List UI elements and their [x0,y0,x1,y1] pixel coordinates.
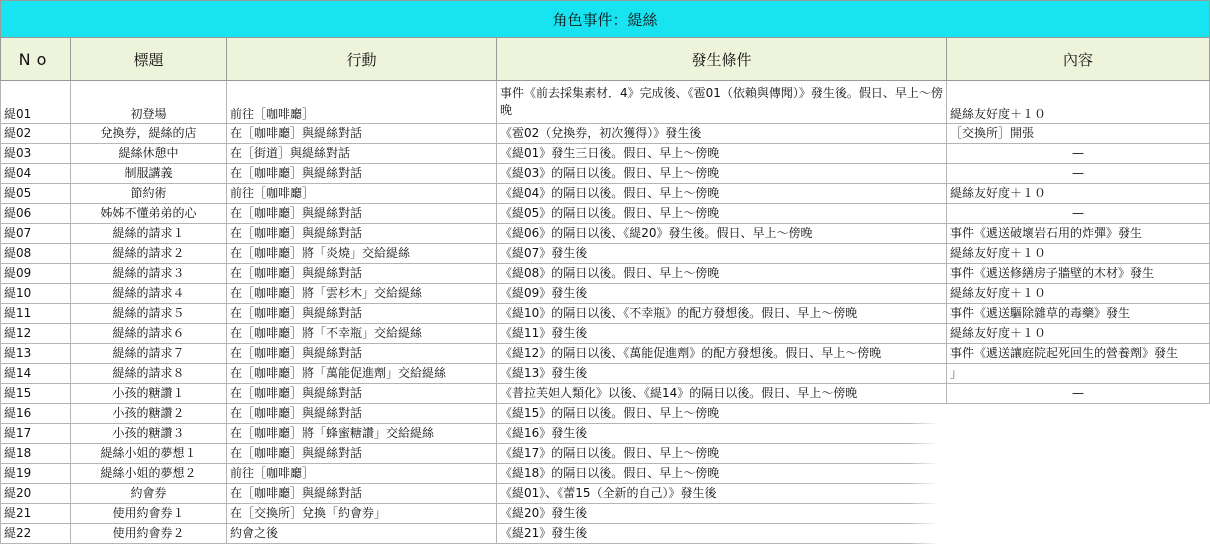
row-condition-cell: 《緹11》發生後 [497,324,947,344]
row-condition-cell: 《緹18》的隔日以後。假日、早上～傍晚 [497,464,947,484]
row-title-cell: 制服講義 [71,164,227,184]
row-no-cell: 緹02 [1,124,71,144]
row-action-cell: 在［咖啡廳］與緹絲對話 [227,224,497,244]
row-action-cell: 前往［咖啡廳］ [227,184,497,204]
row-content-cell: 事件《遞送驅除雜草的毒藥》發生 [947,304,1210,324]
row-title-cell: 緹絲的請求７ [71,344,227,364]
row-action-cell: 在［交換所］兌換「約會券」 [227,504,497,524]
row-title-cell: 節約術 [71,184,227,204]
row-action-cell: 在［咖啡廳］與緹絲對話 [227,304,497,324]
table-row [1,504,1210,524]
table-row [1,384,1210,404]
row-no-cell: 緹15 [1,384,71,404]
table-row [1,344,1210,364]
row-no-cell: 緹05 [1,184,71,204]
table-row [1,484,1210,504]
table-row [1,324,1210,344]
table-row [1,184,1210,204]
row-action-cell: 在［咖啡廳］將「炎燒」交給緹絲 [227,244,497,264]
events-table [0,37,1210,544]
row-condition-cell: 《緹09》發生後 [497,284,947,304]
row-condition-cell: 《緹05》的隔日以後。假日、早上～傍晚 [497,204,947,224]
row-condition-cell: 《緹07》發生後 [497,244,947,264]
row-condition-cell: 《緹21》發生後 [497,524,947,544]
row-condition-cell: 《緹12》的隔日以後、《萬能促進劑》的配方發想後。假日、早上～傍晚 [497,344,947,364]
row-content-cell [947,484,1210,504]
row-action-cell: 在［咖啡廳］將「雲杉木」交給緹絲 [227,284,497,304]
row-no-cell: 緹19 [1,464,71,484]
row-no-cell: 緹01 [1,81,71,124]
row-title-cell: 約會券 [71,484,227,504]
row-title-cell: 緹絲的請求６ [71,324,227,344]
table-row [1,464,1210,484]
row-title-cell: 緹絲小姐的夢想２ [71,464,227,484]
row-content-cell [947,424,1210,444]
row-action-cell: 在［咖啡廳］與緹絲對話 [227,204,497,224]
row-action-cell: 在［咖啡廳］與緹絲對話 [227,164,497,184]
row-content-cell [947,464,1210,484]
row-content-cell: ［交換所］開張 [947,124,1210,144]
header-no: No [1,38,71,81]
table-row [1,284,1210,304]
row-no-cell: 緹17 [1,424,71,444]
row-condition-cell: 《緹10》的隔日以後、《不幸瓶》的配方發想後。假日、早上～傍晚 [497,304,947,324]
row-condition-cell: 《緹15》的隔日以後。假日、早上～傍晚 [497,404,947,424]
row-condition-cell: 《緹04》的隔日以後。假日、早上～傍晚 [497,184,947,204]
row-title-cell: 兌換券，緹絲的店 [71,124,227,144]
row-no-cell: 緹14 [1,364,71,384]
table-row [1,164,1210,184]
table-row [1,444,1210,464]
row-content-cell: 事件《遞送破壞岩石用的炸彈》發生 [947,224,1210,244]
row-condition-cell: 《緹08》的隔日以後。假日、早上～傍晚 [497,264,947,284]
row-content-cell: — [947,164,1210,184]
row-title-cell: 使用約會券２ [71,524,227,544]
row-action-cell: 在［咖啡廳］將「蜂蜜糖讚」交給緹絲 [227,424,497,444]
row-content-cell: 事件《遞送修繕房子牆壁的木材》發生 [947,264,1210,284]
table-row [1,204,1210,224]
row-content-cell: 緹絲友好度＋１０ [947,184,1210,204]
row-action-cell: 前往［咖啡廳］ [227,81,497,124]
row-action-cell: 在［咖啡廳］將「不幸瓶」交給緹絲 [227,324,497,344]
row-condition-cell: 《緹01》、《蕾15（全新的自己）》發生後 [497,484,947,504]
table-row [1,524,1210,544]
row-title-cell: 緹絲的請求５ [71,304,227,324]
row-content-cell [947,524,1210,544]
row-content-cell: — [947,384,1210,404]
row-action-cell: 在［咖啡廳］與緹絲對話 [227,384,497,404]
row-title-cell: 小孩的糖讚１ [71,384,227,404]
table-row [1,264,1210,284]
row-content-cell: 」 [947,364,1210,384]
table-row [1,224,1210,244]
row-content-cell: — [947,204,1210,224]
row-action-cell: 在［街道］與緹絲對話 [227,144,497,164]
header-row [1,38,1210,81]
row-no-cell: 緹18 [1,444,71,464]
row-condition-cell: 《緹20》發生後 [497,504,947,524]
row-no-cell: 緹07 [1,224,71,244]
row-title-cell: 初登場 [71,81,227,124]
header-condition: 發生條件 [497,38,947,81]
row-content-cell: 緹絲友好度＋１０ [947,81,1210,124]
row-title-cell: 姊姊不懂弟弟的心 [71,204,227,224]
table-row [1,364,1210,384]
row-action-cell: 在［咖啡廳］與緹絲對話 [227,264,497,284]
header-action: 行動 [227,38,497,81]
row-no-cell: 緹11 [1,304,71,324]
row-content-cell: 緹絲友好度＋１０ [947,244,1210,264]
row-title-cell: 緹絲的請求１ [71,224,227,244]
row-no-cell: 緹13 [1,344,71,364]
row-content-cell: — [947,144,1210,164]
row-content-cell [947,444,1210,464]
row-title-cell: 緹絲的請求３ [71,264,227,284]
row-condition-cell: 《雹02（兌換券，初次獲得）》發生後 [497,124,947,144]
table-row [1,424,1210,444]
table-row [1,124,1210,144]
row-content-cell [947,404,1210,424]
table-row [1,244,1210,264]
table-row [1,404,1210,424]
row-no-cell: 緹12 [1,324,71,344]
row-condition-cell: 《緹01》發生三日後。假日、早上～傍晚 [497,144,947,164]
table-row [1,144,1210,164]
row-condition-cell: 《緹17》的隔日以後。假日、早上～傍晚 [497,444,947,464]
row-condition-cell: 《緹06》的隔日以後、《緹20》發生後。假日、早上～傍晚 [497,224,947,244]
row-no-cell: 緹20 [1,484,71,504]
row-content-cell: 緹絲友好度＋１０ [947,324,1210,344]
row-condition-cell: 事件《前去採集素材．4》完成後、《雹01（依賴與傳聞）》發生後。假日、早上～傍晚 [497,81,947,124]
table-row [1,81,1210,124]
row-action-cell: 前往［咖啡廳］ [227,464,497,484]
row-title-cell: 小孩的糖讚３ [71,424,227,444]
row-no-cell: 緹04 [1,164,71,184]
row-condition-cell: 《緹16》發生後 [497,424,947,444]
row-title-cell: 緹絲小姐的夢想１ [71,444,227,464]
row-title-cell: 小孩的糖讚２ [71,404,227,424]
table-row [1,304,1210,324]
page-title: 角色事件：緹絲 [0,0,1210,38]
row-action-cell: 約會之後 [227,524,497,544]
row-no-cell: 緹16 [1,404,71,424]
row-action-cell: 在［咖啡廳］與緹絲對話 [227,124,497,144]
row-content-cell [947,504,1210,524]
row-no-cell: 緹03 [1,144,71,164]
row-title-cell: 使用約會券１ [71,504,227,524]
row-no-cell: 緹06 [1,204,71,224]
table-body [1,81,1210,544]
row-action-cell: 在［咖啡廳］將「萬能促進劑」交給緹絲 [227,364,497,384]
row-action-cell: 在［咖啡廳］與緹絲對話 [227,404,497,424]
row-title-cell: 緹絲的請求４ [71,284,227,304]
row-condition-cell: 《普拉芙妲人類化》以後、《緹14》的隔日以後。假日、早上～傍晚 [497,384,947,404]
row-title-cell: 緹絲的請求２ [71,244,227,264]
row-no-cell: 緹22 [1,524,71,544]
row-title-cell: 緹絲休憩中 [71,144,227,164]
row-condition-cell: 《緹03》的隔日以後。假日、早上～傍晚 [497,164,947,184]
row-content-cell: 事件《遞送讓庭院起死回生的營養劑》發生 [947,344,1210,364]
row-content-cell: 緹絲友好度＋１０ [947,284,1210,304]
row-action-cell: 在［咖啡廳］與緹絲對話 [227,344,497,364]
row-action-cell: 在［咖啡廳］與緹絲對話 [227,484,497,504]
row-no-cell: 緹21 [1,504,71,524]
header-content: 內容 [947,38,1210,81]
row-no-cell: 緹09 [1,264,71,284]
header-title: 標題 [71,38,227,81]
row-title-cell: 緹絲的請求８ [71,364,227,384]
row-condition-cell: 《緹13》發生後 [497,364,947,384]
row-action-cell: 在［咖啡廳］與緹絲對話 [227,444,497,464]
row-no-cell: 緹10 [1,284,71,304]
row-no-cell: 緹08 [1,244,71,264]
